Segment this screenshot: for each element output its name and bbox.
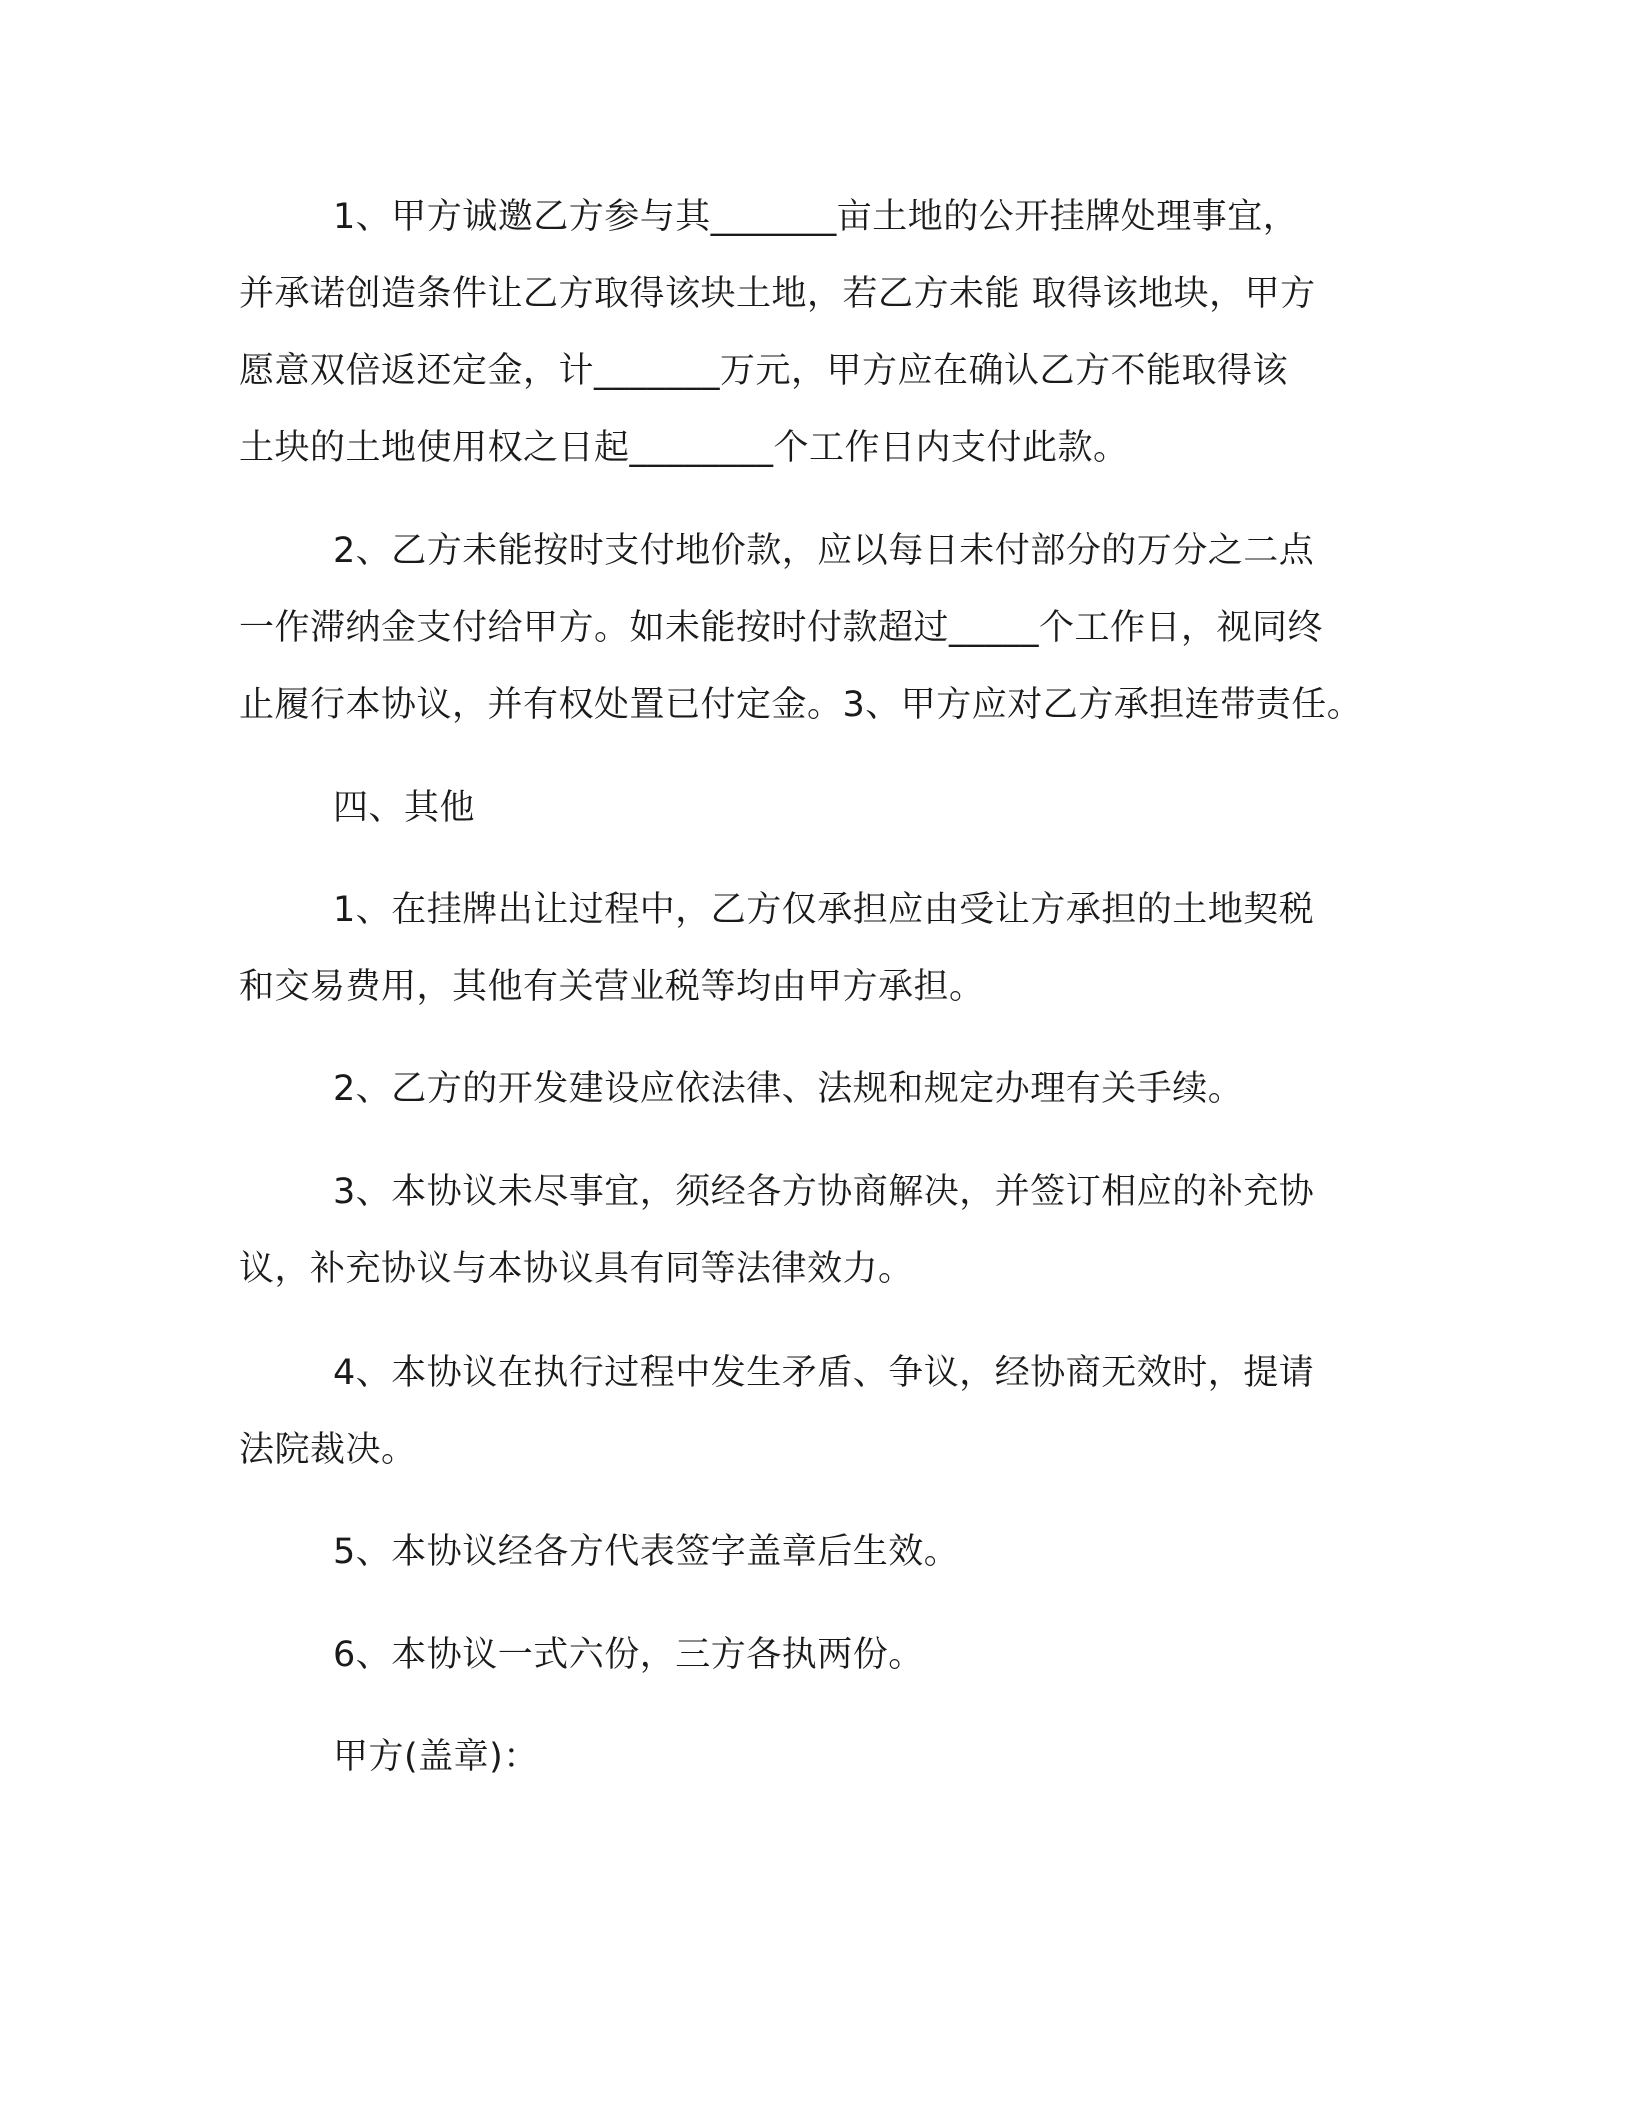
paragraph-late-payment — [239, 513, 1399, 744]
section-heading: 四、其他 — [333, 788, 476, 828]
text-line: 和交易费用，其他有关营业税等均由甲方承担。 — [239, 967, 985, 1007]
text-line: 1、在挂牌出让过程中，乙方仅承担应由受让方承担的土地契税 — [333, 890, 1315, 930]
text-line: 2、乙方的开发建设应依法律、法规和规定办理有关手续。 — [333, 1069, 1244, 1109]
text-line: 5、本协议经各方代表签字盖章后生效。 — [333, 1532, 960, 1572]
text-line: 6、本协议一式六份，三方各执两份。 — [333, 1635, 924, 1675]
paragraph-other-3 — [239, 1154, 1399, 1308]
paragraph-other-4 — [239, 1335, 1399, 1489]
text-line: 1、甲方诚邀乙方参与其_______亩土地的公开挂牌处理事宜， — [333, 197, 1299, 237]
paragraph-other-5 — [239, 1514, 1399, 1591]
paragraph-other-6 — [239, 1617, 1399, 1694]
text-line: 愿意双倍返还定金，计_______万元，甲方应在确认乙方不能取得该 — [239, 351, 1289, 391]
paragraph-other-1 — [239, 872, 1399, 1026]
text-line: 2、乙方未能按时支付地价款，应以每日未付部分的万分之二点 — [333, 531, 1315, 571]
paragraph-deposit-refund — [239, 179, 1399, 487]
text-line: 4、本协议在执行过程中发生矛盾、争议，经协商无效时，提请 — [333, 1353, 1315, 1393]
text-line: 3、本协议未尽事宜，须经各方协商解决，并签订相应的补充协 — [333, 1172, 1315, 1212]
signature-party-a — [239, 1719, 1399, 1796]
signature-label: 甲方(盖章)： — [333, 1737, 539, 1777]
text-line: 法院裁决。 — [239, 1430, 417, 1470]
text-line: 土块的土地使用权之日起________个工作日内支付此款。 — [239, 428, 1129, 468]
text-line: 一作滞纳金支付给甲方。如未能按时付款超过_____个工作日，视同终 — [239, 608, 1324, 648]
paragraph-other-2 — [239, 1051, 1399, 1128]
section-heading-other — [239, 770, 1399, 847]
text-line: 议，补充协议与本协议具有同等法律效力。 — [239, 1249, 914, 1289]
text-line: 并承诺创造条件让乙方取得该块土地，若乙方未能 取得该地块，甲方 — [239, 274, 1316, 314]
text-line: 止履行本协议，并有权处置已付定金。3、甲方应对乙方承担连带责任。 — [239, 685, 1363, 725]
